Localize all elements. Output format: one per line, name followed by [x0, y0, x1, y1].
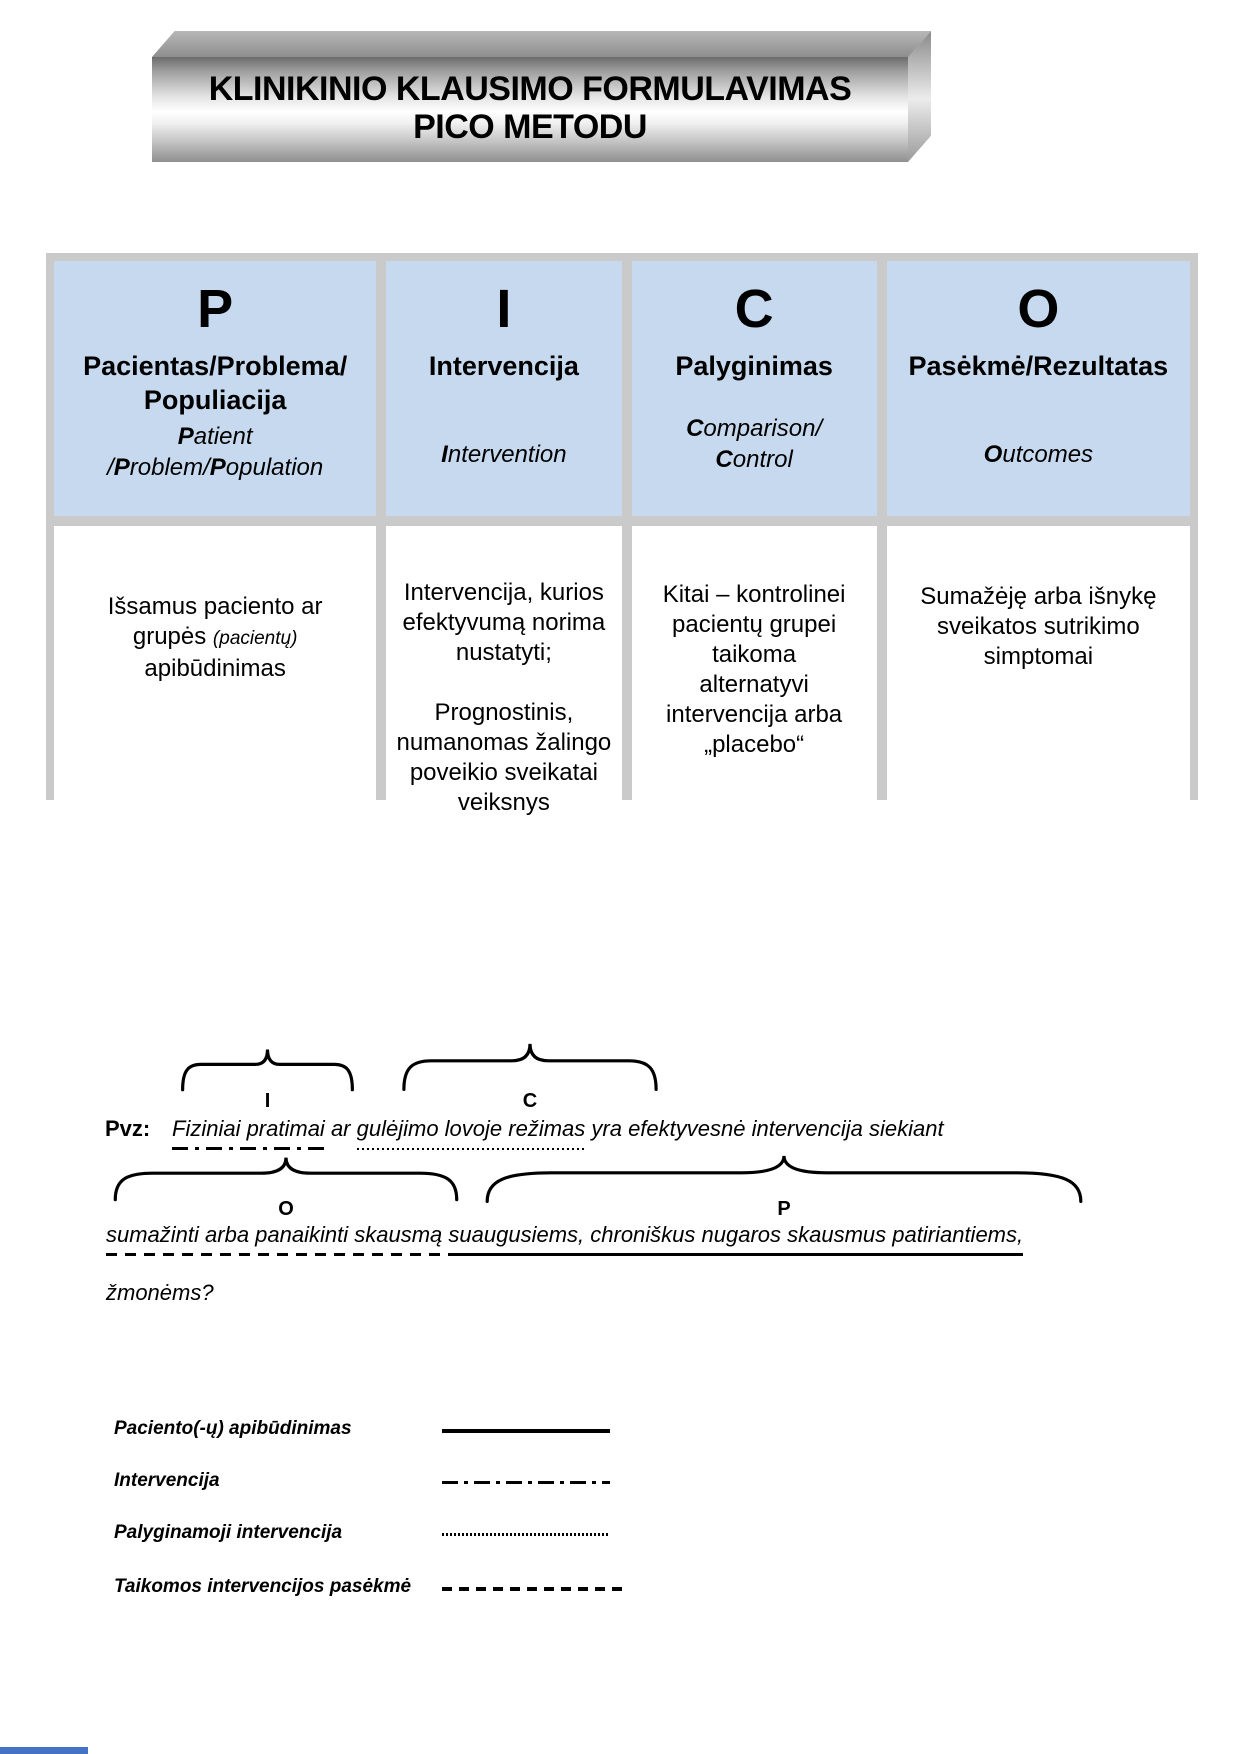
pico-table [46, 253, 1198, 816]
example-prefix: Pvz: [105, 1116, 151, 1141]
pico-cell-i: Intervencija, kurios efektyvumą norima nustatyti; Prognostinis, numanomas žalingo poveikio sveikatai veiksnys [386, 526, 621, 818]
over-brace-c [400, 1040, 660, 1092]
pico-name-p: Pacientas/Problema/ Populiacija [83, 351, 348, 415]
pico-english-i: Intervention [441, 441, 567, 468]
pico-english-c: Comparison/ Control [686, 415, 823, 473]
pico-cell-c: Kitai – kontrolinei pacientų grupei taikoma alternatyvi intervencija arba „placebo“ [632, 526, 877, 818]
legend-item-patient [0, 1418, 1240, 1444]
pico-header-c [632, 261, 877, 516]
pico-cell-p: Išsamus paciento ar grupės (pacientų) apibūdinimas [54, 526, 376, 818]
example-line-1: Fiziniai pratimai ar gulėjimo lovoje režimas yra efektyvesnė intervencija siekiant [172, 1116, 944, 1142]
title-banner [152, 57, 908, 162]
legend-item-comparison [0, 1522, 1240, 1548]
brace-label-c: C [522, 1090, 538, 1112]
pico-header-o [887, 261, 1190, 516]
legend-label: Taikomos intervencijos pasėkmė [114, 1576, 412, 1597]
legend-label: Intervencija [114, 1470, 220, 1491]
over-brace-i [180, 1046, 355, 1092]
over-brace-o [110, 1154, 462, 1202]
legend-label: Palyginamoji intervencija [114, 1522, 343, 1543]
pico-header-p [54, 261, 376, 516]
pico-letter-p: P [197, 279, 234, 339]
pico-cell-o: Sumažėję arba išnykę sveikatos sutrikimo simptomai [887, 526, 1190, 818]
legend-line-sample [442, 1533, 610, 1536]
pico-letter-i: I [496, 279, 512, 339]
pico-name-i: Intervencija [428, 351, 579, 381]
pico-letter-o: O [1017, 279, 1060, 339]
legend-line-sample [442, 1481, 610, 1484]
pico-letter-c: C [734, 279, 774, 339]
pico-name-c: Palyginimas [675, 351, 833, 381]
legend-line-sample [442, 1587, 626, 1591]
pico-english-o: Outcomes [983, 441, 1094, 468]
brace-label-p: P [777, 1198, 791, 1220]
example-line-3: žmonėms? [106, 1280, 214, 1305]
pico-header-i [386, 261, 621, 516]
legend-label: Paciento(-ų) apibūdinimas [114, 1418, 352, 1439]
page-title-line-2: PICO METODU [413, 108, 647, 146]
brace-label-i: I [264, 1090, 271, 1112]
legend-item-outcome [0, 1576, 1240, 1602]
legend-line-sample [442, 1429, 610, 1433]
brace-label-o: O [278, 1198, 294, 1220]
pico-name-o: Pasėkmė/Rezultatas [908, 351, 1169, 381]
page-title-line-1: KLINIKINIO KLAUSIMO FORMULAVIMAS [208, 70, 852, 108]
title-banner-top-bevel [152, 31, 931, 57]
legend-item-intervention [0, 1470, 1240, 1496]
pico-english-p: Patient /Problem/Population [107, 423, 324, 481]
bottom-edge-blue-bar [0, 1747, 88, 1754]
over-brace-p [478, 1152, 1090, 1204]
example-line-2: sumažinti arba panaikinti skausmą suaugusiems, chroniškus nugaros skausmus patiriantiems, [106, 1222, 1023, 1248]
